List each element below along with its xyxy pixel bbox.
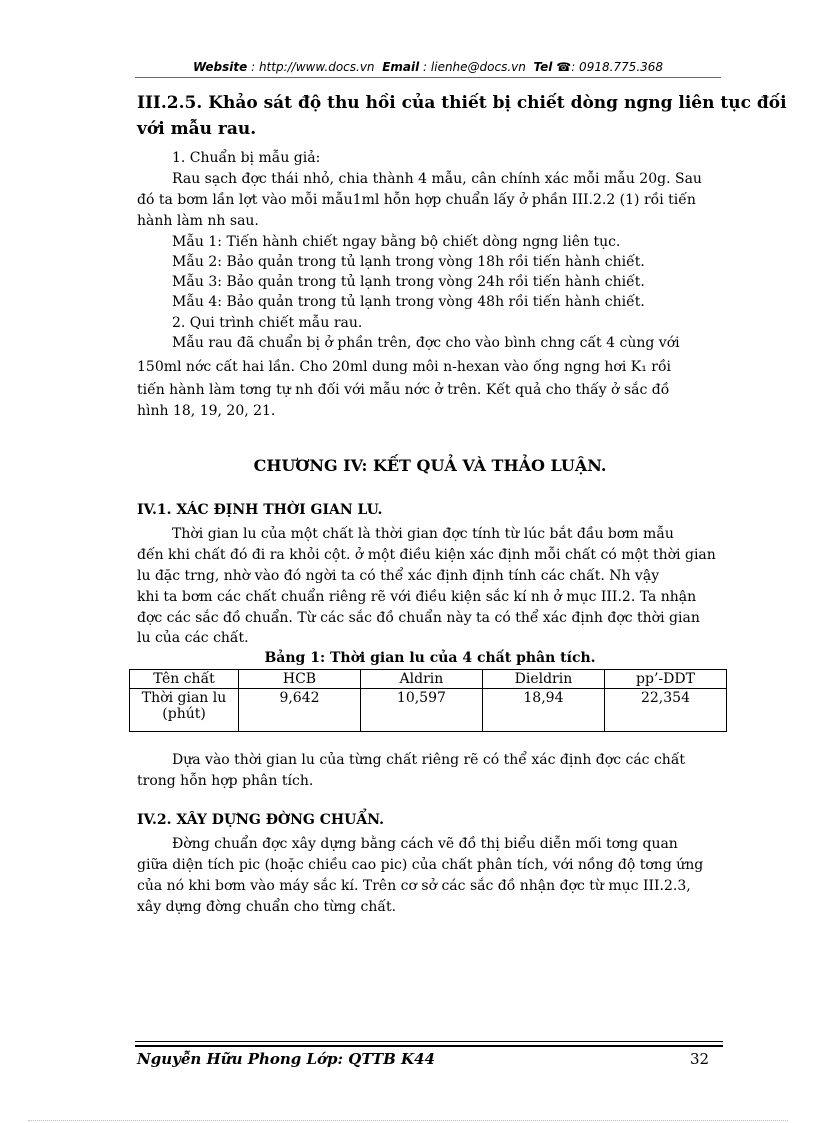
paragraph-line: 150ml nớc cất hai lần. Cho 20ml dung môi n-hexan vào ống ngng hơi K₁ rồi xyxy=(137,359,672,375)
table-header-cell: Tên chất xyxy=(130,670,239,689)
email-address: : lienhe@docs.vn xyxy=(423,60,526,74)
row-label-line2: (phút) xyxy=(162,706,206,722)
paragraph-line: 1. Chuẩn bị mẫu giả: xyxy=(172,150,321,166)
paragraph-line: hình 18, 19, 20, 21. xyxy=(137,403,276,419)
paragraph-line: Đờng chuẩn đợc xây dựng bằng cách vẽ đồ thị biểu diễn mối tơng quan xyxy=(172,836,678,852)
paragraph-line: Mẫu 2: Bảo quản trong tủ lạnh trong vòng 18h rồi tiến hành chiết. xyxy=(172,254,645,270)
website-url: : http://www.docs.vn xyxy=(251,60,375,74)
paragraph-line: lu của các chất. xyxy=(137,630,249,646)
email-label: Email xyxy=(382,60,420,74)
paragraph-line: Mẫu 4: Bảo quản trong tủ lạnh trong vòng 48h rồi tiến hành chiết. xyxy=(172,294,645,310)
table-cell: 9,642 xyxy=(239,689,361,732)
paragraph-line: 2. Qui trình chiết mẫu rau. xyxy=(172,315,363,331)
retention-time-table xyxy=(129,669,727,732)
paragraph-line: đợc các sắc đồ chuẩn. Từ các sắc đồ chuẩn này ta có thể xác định đợc thời gian xyxy=(137,610,700,626)
table-caption: Bảng 1: Thời gian lu của 4 chất phân tích. xyxy=(264,650,596,666)
paragraph-line: khi ta bơm các chất chuẩn riêng rẽ với điều kiện sắc kí nh ở mục III.2. Ta nhận xyxy=(137,589,697,605)
section-title-line2: với mẫu rau. xyxy=(137,119,257,139)
table-header-cell: HCB xyxy=(239,670,361,689)
paragraph-line: Rau sạch đợc thái nhỏ, chia thành 4 mẫu, cân chính xác mỗi mẫu 20g. Sau xyxy=(172,171,702,187)
table-cell: 18,94 xyxy=(482,689,604,732)
paragraph-line: của nó khi bơm vào máy sắc kí. Trên cơ sở các sắc đồ nhận đợc từ mục III.2.3, xyxy=(137,878,691,894)
section-title-line1: III.2.5. Khảo sát độ thu hồi của thiết bị chiết dòng ngng liên tục đối xyxy=(137,93,787,113)
paragraph-line: tiến hành làm tơng tự nh đối với mẫu nớc ở trên. Kết quả cho thấy ở sắc đồ xyxy=(137,382,670,398)
table-row xyxy=(130,689,727,732)
tel-label: Tel xyxy=(533,60,553,74)
paragraph-line: lu đặc trng, nhờ vào đó ngời ta có thể xác định định tính các chất. Nh vậy xyxy=(137,568,660,584)
paragraph-line: đến khi chất đó đi ra khỏi cột. ở một điều kiện xác định mỗi chất có một thời gian xyxy=(137,547,716,563)
page-header xyxy=(135,60,721,74)
paragraph-line: Mẫu rau đã chuẩn bị ở phần trên, đợc cho vào bình chng cất 4 cùng với xyxy=(172,335,680,351)
footer-divider xyxy=(135,1041,723,1042)
paragraph-line: giữa diện tích pic (hoặc chiều cao pic) của chất phân tích, với nồng độ tơng ứng xyxy=(137,857,704,873)
paragraph-line: Mẫu 1: Tiến hành chiết ngay bằng bộ chiết dòng ngng liên tục. xyxy=(172,234,621,250)
chapter-title: CHƯƠNG IV: KẾT QUẢ VÀ THẢO LUẬN. xyxy=(253,456,607,475)
table-header-row xyxy=(130,670,727,689)
table-row-label xyxy=(130,689,239,732)
table-header-cell: pp’-DDT xyxy=(604,670,726,689)
row-label-line1: Thời gian lu xyxy=(141,690,227,706)
paragraph-line: Mẫu 3: Bảo quản trong tủ lạnh trong vòng 24h rồi tiến hành chiết. xyxy=(172,274,645,290)
paragraph-line: Dựa vào thời gian lu của từng chất riêng rẽ có thể xác định đợc các chất xyxy=(172,752,686,768)
phone-icon: ☎ xyxy=(556,60,572,74)
section-iv1-title: IV.1. XÁC ĐỊNH THỜI GIAN LU. xyxy=(137,502,383,518)
table-header-cell: Dieldrin xyxy=(482,670,604,689)
footer-divider-thick xyxy=(135,1045,723,1047)
page-number: 32 xyxy=(690,1050,710,1068)
section-iv2-title: IV.2. XÂY DỰNG ĐỜNG CHUẨN. xyxy=(137,812,384,828)
paragraph-line: đó ta bơm lần lợt vào mỗi mẫu1ml hỗn hợp chuẩn lấy ở phần III.2.2 (1) rồi tiến xyxy=(137,192,696,208)
table-header-cell: Aldrin xyxy=(360,670,482,689)
page-edge xyxy=(28,1120,788,1121)
footer-author: Nguyễn Hữu Phong Lớp: QTTB K44 xyxy=(137,1050,435,1068)
paragraph-line: xây dựng đờng chuẩn cho từng chất. xyxy=(137,899,397,915)
table-cell: 10,597 xyxy=(360,689,482,732)
table-cell: 22,354 xyxy=(604,689,726,732)
paragraph-line: hành làm nh sau. xyxy=(137,213,259,229)
paragraph-line: trong hỗn hợp phân tích. xyxy=(137,773,314,789)
header-divider xyxy=(135,77,721,78)
website-label: Website xyxy=(192,60,248,74)
paragraph-line: Thời gian lu của một chất là thời gian đợc tính từ lúc bắt đầu bơm mẫu xyxy=(172,526,674,542)
tel-number: : 0918.775.368 xyxy=(571,60,664,74)
